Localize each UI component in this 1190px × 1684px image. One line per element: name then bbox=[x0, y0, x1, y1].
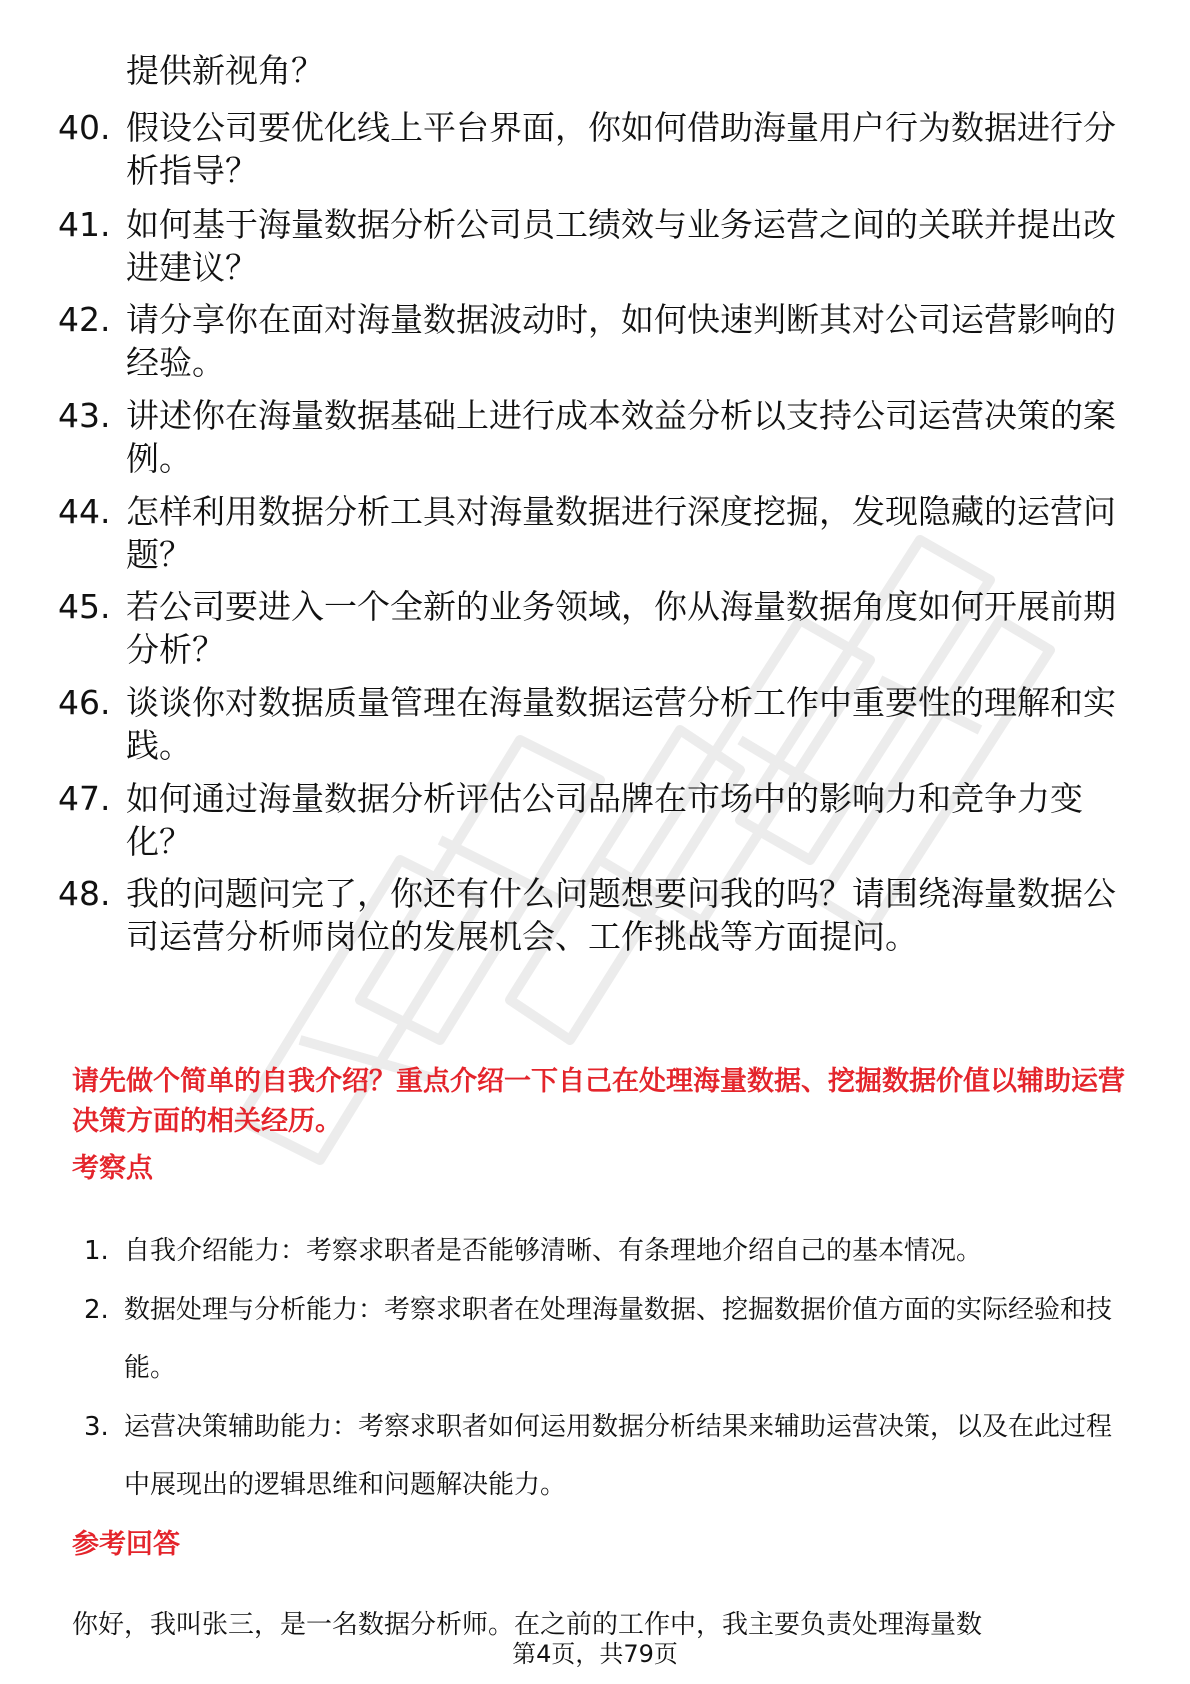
section-label-cankao: 参考回答 bbox=[72, 1529, 180, 1560]
featured-question: 请先做个简单的自我介绍？重点介绍一下自己在处理海量数据、挖掘数据价值以辅助运营决策方面的相关经历。 bbox=[72, 1066, 1125, 1137]
question-item bbox=[58, 490, 1118, 576]
question-text: 我的问题问完了，你还有什么问题想要问我的吗？请围绕海量数据公司运营分析师岗位的发展机会、工作挑战等方面提问。 bbox=[126, 874, 1116, 956]
question-text: 如何通过海量数据分析评估公司品牌在市场中的影响力和竞争力变化？ bbox=[126, 779, 1083, 861]
point-number: 2. bbox=[84, 1295, 109, 1325]
question-number: 42. bbox=[58, 300, 111, 339]
point-number: 1. bbox=[84, 1236, 109, 1266]
question-number: 47. bbox=[58, 779, 111, 818]
question-text: 如何基于海量数据分析公司员工绩效与业务运营之间的关联并提出改进建议？ bbox=[126, 205, 1116, 287]
question-number: 44. bbox=[58, 492, 111, 531]
page-footer bbox=[0, 1638, 1190, 1670]
page-number: 第4页，共79页 bbox=[508, 1640, 682, 1668]
assessment-point bbox=[84, 1398, 1134, 1514]
point-text: 数据处理与分析能力：考察求职者在处理海量数据、挖掘数据价值方面的实际经验和技能。 bbox=[124, 1295, 1113, 1383]
question-number: 46. bbox=[58, 683, 111, 722]
question-text: 讲述你在海量数据基础上进行成本效益分析以支持公司运营决策的案例。 bbox=[126, 396, 1116, 478]
question-item bbox=[58, 777, 1118, 863]
assessment-point bbox=[84, 1281, 1134, 1397]
question-number: 40. bbox=[58, 108, 111, 147]
question-text: 假设公司要优化线上平台界面，你如何借助海量用户行为数据进行分析指导？ bbox=[126, 108, 1116, 190]
question-text: 提供新视角？ bbox=[126, 51, 324, 90]
question-text: 怎样利用数据分析工具对海量数据进行深度挖掘，发现隐藏的运营问题？ bbox=[126, 492, 1116, 574]
point-number: 3. bbox=[84, 1412, 109, 1442]
question-text: 若公司要进入一个全新的业务领域，你从海量数据角度如何开展前期分析？ bbox=[126, 587, 1116, 669]
question-item bbox=[58, 394, 1118, 480]
question-item bbox=[58, 49, 1118, 92]
section-label-kaochadian: 考察点 bbox=[72, 1153, 153, 1184]
question-item bbox=[58, 203, 1118, 289]
question-item bbox=[58, 872, 1118, 958]
question-number: 48. bbox=[58, 874, 111, 913]
question-text: 请分享你在面对海量数据波动时，如何快速判断其对公司运营影响的经验。 bbox=[126, 300, 1116, 382]
question-item bbox=[58, 585, 1118, 671]
question-item bbox=[58, 106, 1118, 192]
question-number: 41. bbox=[58, 205, 111, 244]
question-text: 谈谈你对数据质量管理在海量数据运营分析工作中重要性的理解和实践。 bbox=[126, 683, 1116, 765]
point-text: 自我介绍能力：考察求职者是否能够清晰、有条理地介绍自己的基本情况。 bbox=[124, 1236, 983, 1266]
answer-text: 你好，我叫张三，是一名数据分析师。在之前的工作中，我主要负责处理海量数 bbox=[72, 1610, 983, 1640]
question-number: 43. bbox=[58, 396, 111, 435]
question-number: 45. bbox=[58, 587, 111, 626]
question-item bbox=[58, 298, 1118, 384]
point-text: 运营决策辅助能力：考察求职者如何运用数据分析结果来辅助运营决策，以及在此过程中展现出的逻辑思维和问题解决能力。 bbox=[124, 1412, 1113, 1500]
assessment-point bbox=[84, 1222, 1134, 1280]
question-item bbox=[58, 681, 1118, 767]
